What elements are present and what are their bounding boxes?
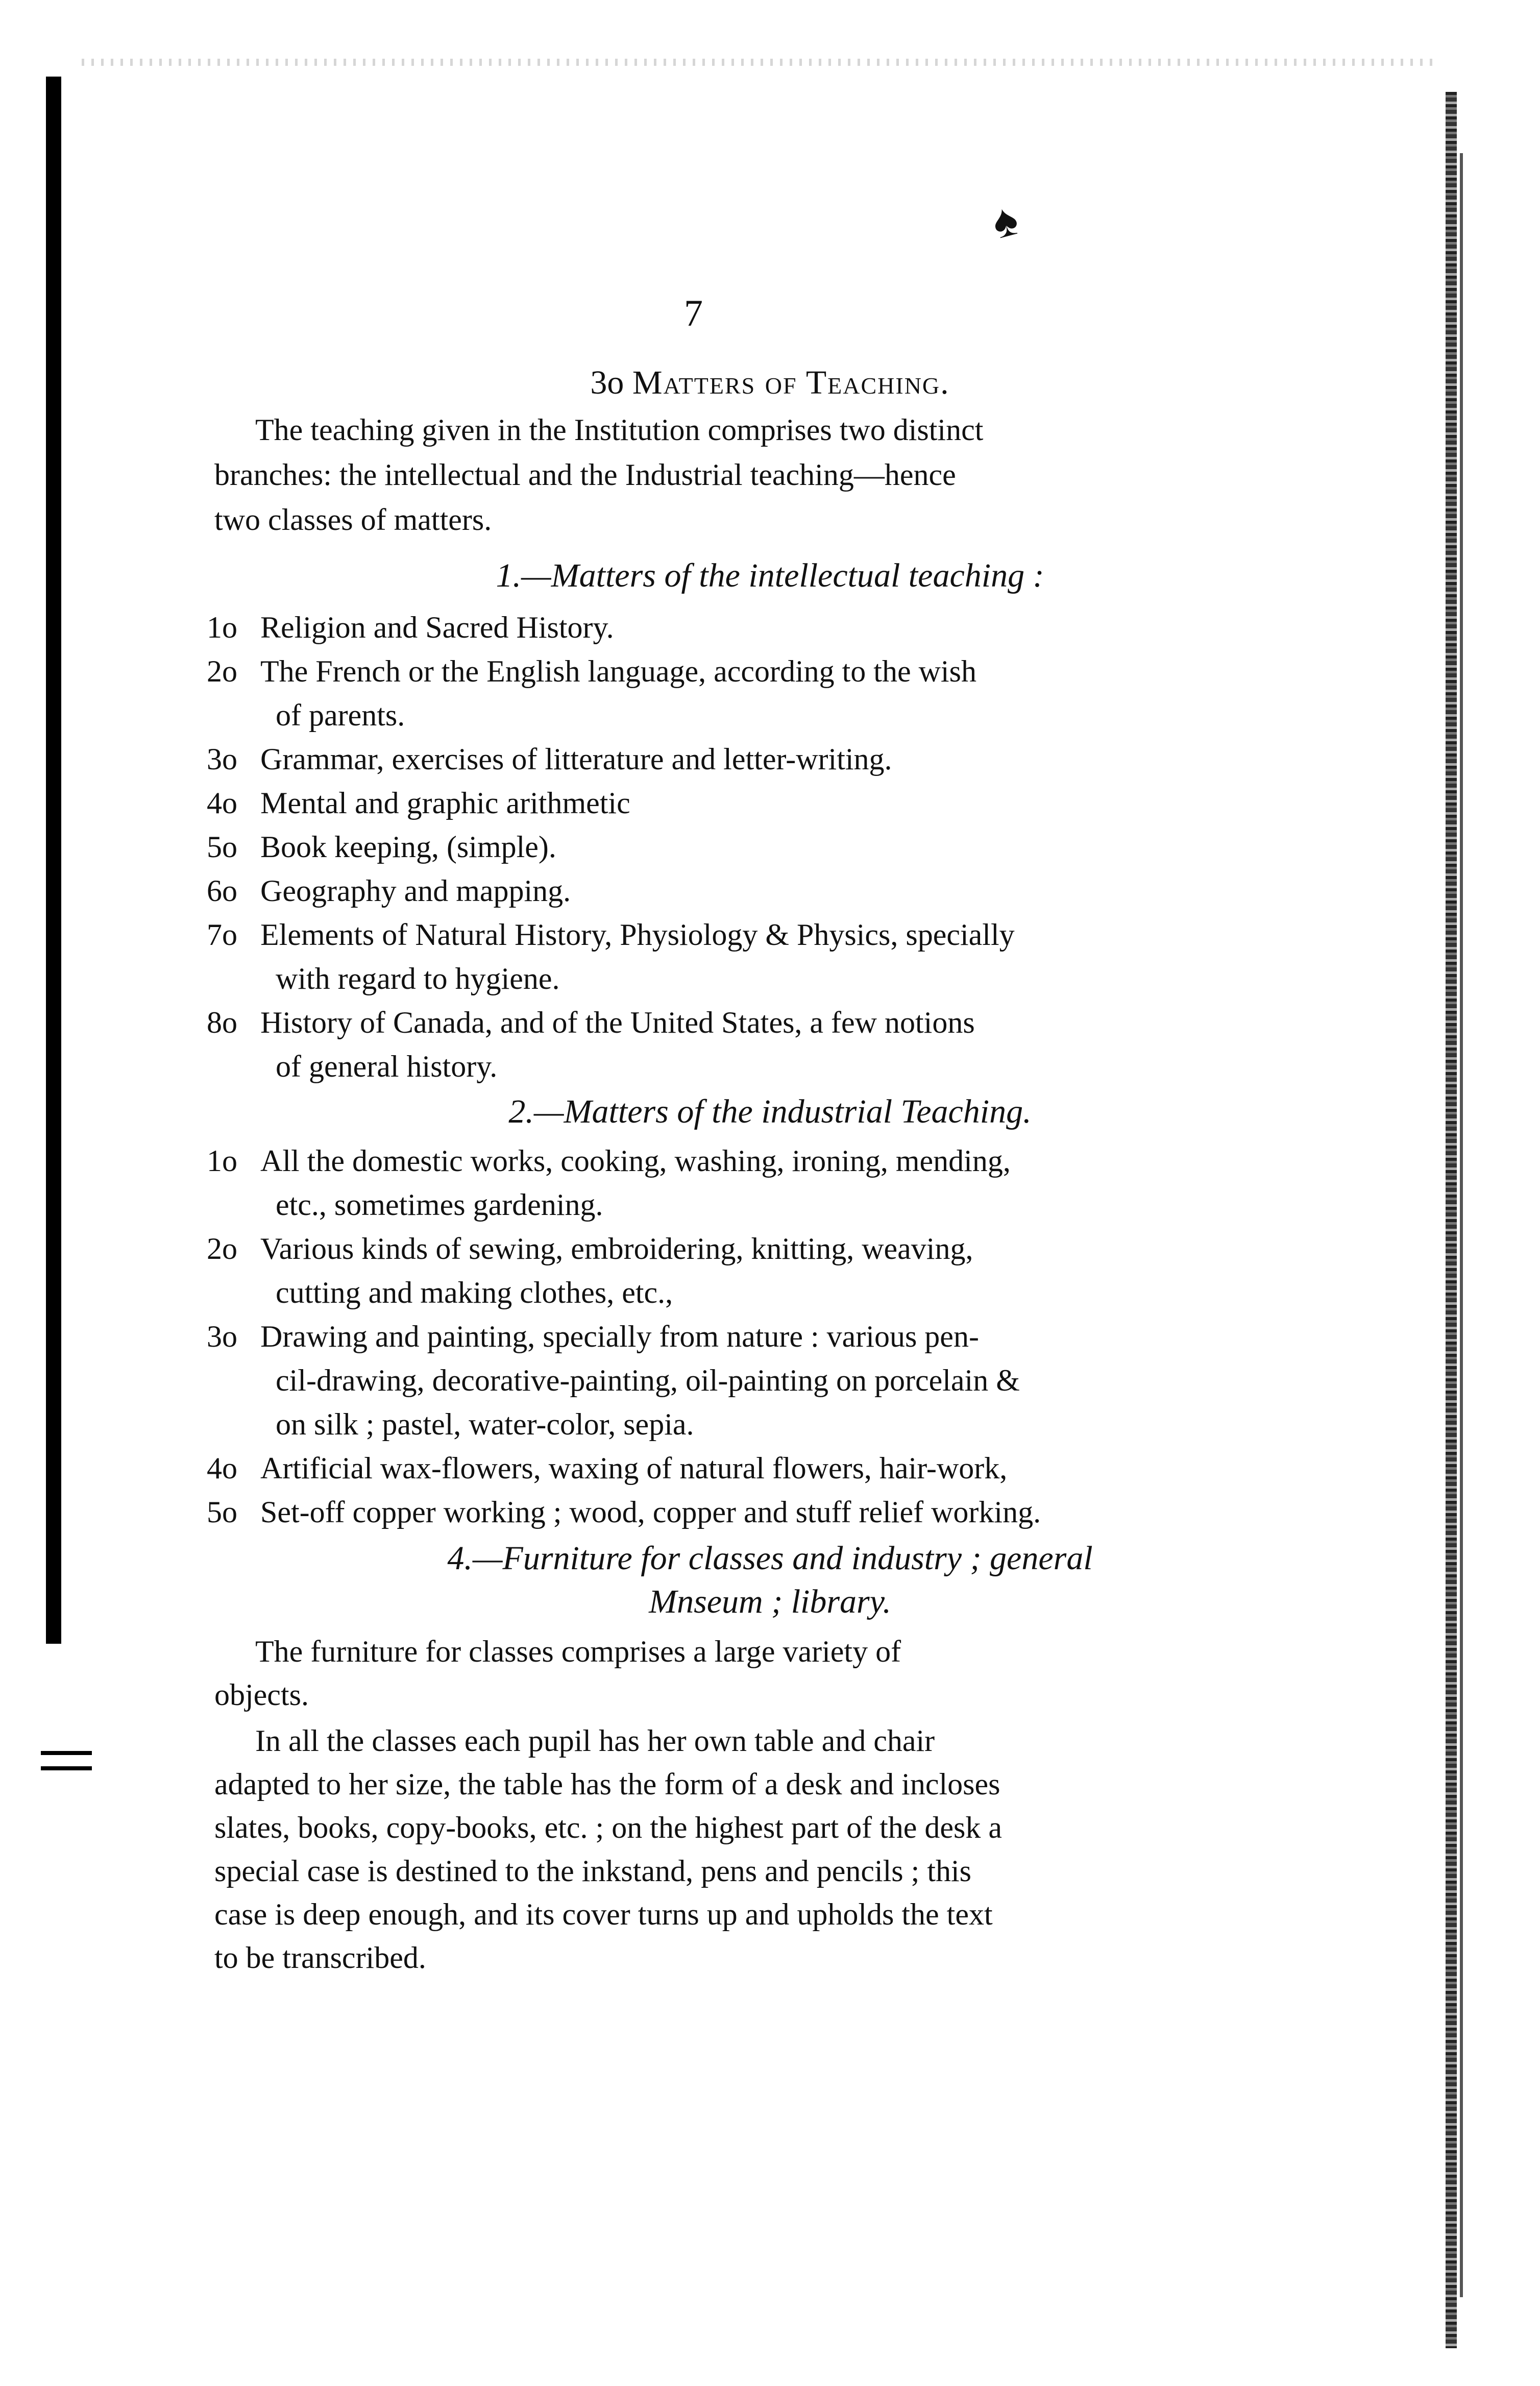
item-text: Book keeping, (simple). xyxy=(260,830,556,864)
heading-prefix: 3o xyxy=(590,364,624,401)
item-text-continued: on silk ; pastel, water-color, sepia. xyxy=(276,1407,694,1441)
furniture-para-line: case is deep enough, and its cover turns up and upholds the text xyxy=(214,1897,993,1931)
item-number: 7o xyxy=(207,918,237,952)
item-text-continued: with regard to hygiene. xyxy=(276,962,560,995)
item-text: Various kinds of sewing, embroidering, knitting, weaving, xyxy=(260,1232,973,1265)
intro-line: The teaching given in the Institution comprises two distinct xyxy=(255,413,984,447)
scan-binding-edge xyxy=(46,77,61,1644)
furniture-para-line: to be transcribed. xyxy=(214,1941,426,1975)
section-heading xyxy=(0,363,1540,402)
furniture-para-line: special case is destined to the inkstand, pens and pencils ; this xyxy=(214,1854,972,1888)
item-text: Grammar, exercises of litterature and letter-writing. xyxy=(260,742,892,776)
item-number: 5o xyxy=(207,1495,237,1529)
item-text-continued: of parents. xyxy=(276,698,405,732)
item-text-continued: of general history. xyxy=(276,1050,498,1083)
ink-mark: ♠ xyxy=(987,193,1023,249)
item-number: 2o xyxy=(207,1232,237,1265)
furniture-para-line: In all the classes each pupil has her own table and chair xyxy=(255,1724,935,1758)
scan-right-edge xyxy=(1446,92,1457,2348)
scan-noise xyxy=(82,59,1439,66)
furniture-subheading-2: Mnseum ; library. xyxy=(649,1583,891,1620)
scan-right-edge xyxy=(1460,153,1463,2297)
item-text: Mental and graphic arithmetic xyxy=(260,786,630,820)
item-text: Religion and Sacred History. xyxy=(260,611,614,644)
item-number: 5o xyxy=(207,830,237,864)
furniture-para-line: The furniture for classes comprises a large variety of xyxy=(255,1635,901,1668)
item-number: 1o xyxy=(207,611,237,644)
intro-line: two classes of matters. xyxy=(214,503,492,537)
furniture-para-line: slates, books, copy-books, etc. ; on the highest part of the desk a xyxy=(214,1811,1003,1844)
scan-mark xyxy=(41,1751,92,1755)
item-text: Elements of Natural History, Physiology & Physics, specially xyxy=(260,918,1015,952)
item-text-continued: etc., sometimes gardening. xyxy=(276,1188,603,1222)
item-text: Set-off copper working ; wood, copper and stuff relief working. xyxy=(260,1495,1041,1529)
item-number: 1o xyxy=(207,1144,237,1178)
item-number: 4o xyxy=(207,1451,237,1485)
furniture-para-line: objects. xyxy=(214,1678,309,1712)
item-text: Drawing and painting, specially from nature : various pen- xyxy=(260,1320,979,1353)
item-text: All the domestic works, cooking, washing, ironing, mending, xyxy=(260,1144,1011,1178)
page-number: 7 xyxy=(684,293,703,334)
item-number: 3o xyxy=(207,742,237,776)
item-text-continued: cil-drawing, decorative-painting, oil-painting on porcelain & xyxy=(276,1364,1020,1397)
item-number: 8o xyxy=(207,1006,237,1039)
item-number: 4o xyxy=(207,786,237,820)
heading-title: Matters of Teaching. xyxy=(632,364,950,401)
item-text: Geography and mapping. xyxy=(260,874,571,908)
item-text: History of Canada, and of the United States, a few notions xyxy=(260,1006,975,1039)
industrial-subheading: 2.—Matters of the industrial Teaching. xyxy=(508,1093,1032,1130)
item-number: 3o xyxy=(207,1320,237,1353)
item-number: 2o xyxy=(207,654,237,688)
furniture-subheading: 4.—Furniture for classes and industry ; general xyxy=(447,1540,1093,1577)
intro-line: branches: the intellectual and the Industrial teaching—hence xyxy=(214,458,956,492)
furniture-para-line: adapted to her size, the table has the form of a desk and incloses xyxy=(214,1767,1000,1801)
item-text: The French or the English language, according to the wish xyxy=(260,654,976,688)
scan-mark xyxy=(41,1766,92,1770)
item-text: Artificial wax-flowers, waxing of natural flowers, hair-work, xyxy=(260,1451,1008,1485)
item-text-continued: cutting and making clothes, etc., xyxy=(276,1276,673,1309)
item-number: 6o xyxy=(207,874,237,908)
intellectual-subheading: 1.—Matters of the intellectual teaching : xyxy=(496,557,1044,594)
